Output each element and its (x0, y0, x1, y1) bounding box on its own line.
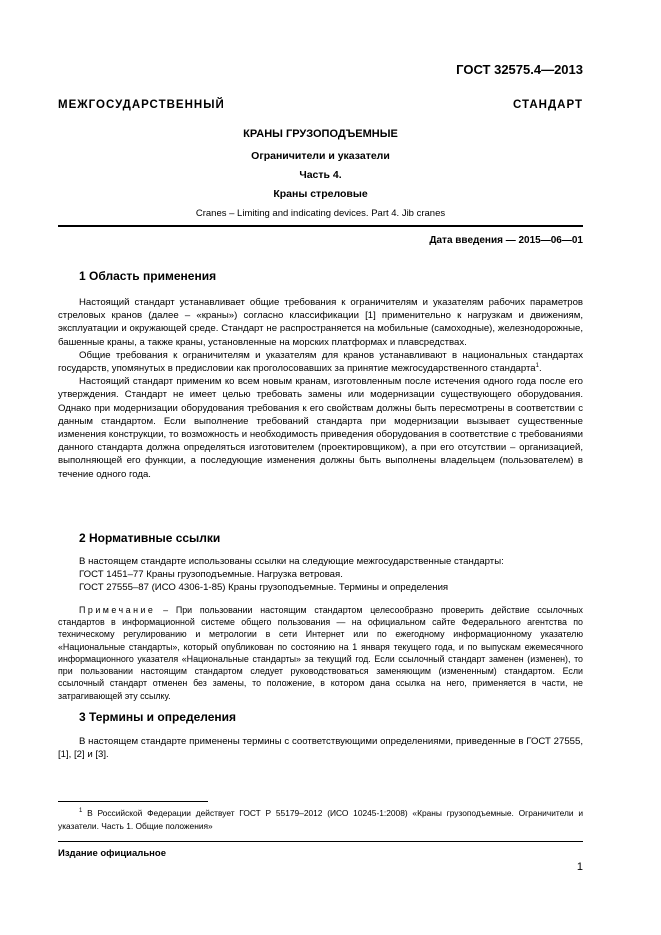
section-3-body (58, 735, 583, 761)
section-1-paragraph-3: Настоящий стандарт применим ко всем новым кранам, изготовленным после истечения одного года после его утверждения. Стандарт не имеет целью требовать замены или модернизации существующего оборудования. Однако при модернизации оборудования требования к его свойствам должны быть пересмотрены в соответствии с данным стандартом. Если выполнение требований стандарта при модернизации вызывает существенные изменения конструкции, то возможность и необходимость приведения оборудования в соответствие с требованиями данного стандарта должна определяться изготовителем (проектировщиком), а при его отсутствии – организацией, выполняющей его функции, а последующие изменения должны быть выполнены владельцем (пользователем) в течение одного года. (58, 376, 583, 480)
section-2-note (58, 604, 583, 702)
title-line-4: Краны стреловые (273, 188, 368, 200)
title-english: Cranes – Limiting and indicating devices. Part 4. Jib cranes (195, 208, 446, 219)
section-3-paragraph-1: В настоящем стандарте применены термины с соответствующими определениями, приведенные в ГОСТ 27555, [1], [2] и [3]. (58, 736, 583, 761)
section-2-heading: 2 Нормативные ссылки (79, 531, 221, 545)
section-1-paragraph-1: Настоящий стандарт устанавливает общие требования к ограничителям и указателям рабочих параметров стреловых кранов (далее – «краны») согласно классификации [1] применительно к нагрузкам и движениям, эксплуатации и окружающей среде. Стандарт не распространяется на мобильные (самоходные), железнодорожные, башенные краны, а также краны, установленные на морских платформах и плавсредствах. (58, 297, 583, 348)
section-1-paragraph-2 (58, 349, 583, 375)
page-number: 1 (576, 861, 583, 873)
footnote-body: В Российской Федерации действует ГОСТ Р 55179–2012 (ИСО 10245-1:2008) «Краны грузоподъемные. Ограничители и указатели. Часть 1. Общие положения» (58, 808, 583, 831)
footnote (58, 807, 583, 832)
footnote-divider (58, 801, 208, 802)
title-line-2: Ограничители и указатели (251, 150, 390, 162)
section-2-body (58, 555, 583, 702)
section-2-intro: В настоящем стандарте использованы ссылки на следующие межгосударственные стандарты: (79, 556, 504, 567)
footnote-text (58, 807, 583, 832)
interstate-standard-label: МЕЖГОСУДАРСТВЕННЫЙ СТАНДАРТ (58, 99, 583, 111)
section-1-paragraph-2-text: Общие требования к ограничителям и указателям для кранов устанавливают в национальных стандартах государств, упомянутых в предисловии как проголосовавших за принятие межгосударственного стандарта (58, 349, 583, 375)
footnote-reference[interactable]: 1 (535, 362, 539, 369)
document-number: ГОСТ 32575.4—2013 (456, 62, 583, 77)
title-line-1: КРАНЫ ГРУЗОПОДЪЕМНЫЕ (243, 128, 398, 140)
footnote-marker: 1 (79, 808, 83, 815)
note-label: Примечание (79, 604, 156, 615)
section-1-body (58, 296, 583, 481)
title-line-3: Часть 4. (299, 169, 342, 181)
note-text: – При пользовании настоящим стандартом целесообразно проверить действие ссылочных стандартов в информационной системе общего пользования — на официальном сайте Федерального агентства по техническому регулированию и метрологии в сети Интернет или по ежегодному информационному указателю «Национальные стандарты», который опубликован по состоянию на 1 января текущего года, и по выпускам ежемесячного информационного указателя «Национальные стандарты» за текущий год. Если ссылочный стандарт заменен (изменен), то при пользовании настоящим стандартом следует руководствоваться заменяющим (измененным) стандартом. Если ссылочный стандарт отменен без замены, то положение, в котором дана ссылка на него, применяется в части, не затрагивающей эту ссылку. (58, 604, 583, 701)
normative-reference-1: ГОСТ 1451–77 Краны грузоподъемные. Нагрузка ветровая. (79, 569, 343, 581)
footer-divider (58, 841, 583, 842)
section-1-paragraph-2-end: . (538, 363, 542, 375)
section-1-heading: 1 Область применения (79, 269, 217, 283)
normative-reference-2: ГОСТ 27555–87 (ИСО 4306-1-85) Краны грузоподъемные. Термины и определения (79, 582, 449, 594)
official-edition-label: Издание официальное (58, 848, 166, 859)
section-3-heading: 3 Термины и определения (79, 710, 237, 724)
date-of-introduction: Дата введения — 2015—06—01 (429, 235, 583, 246)
title-divider (58, 225, 583, 227)
